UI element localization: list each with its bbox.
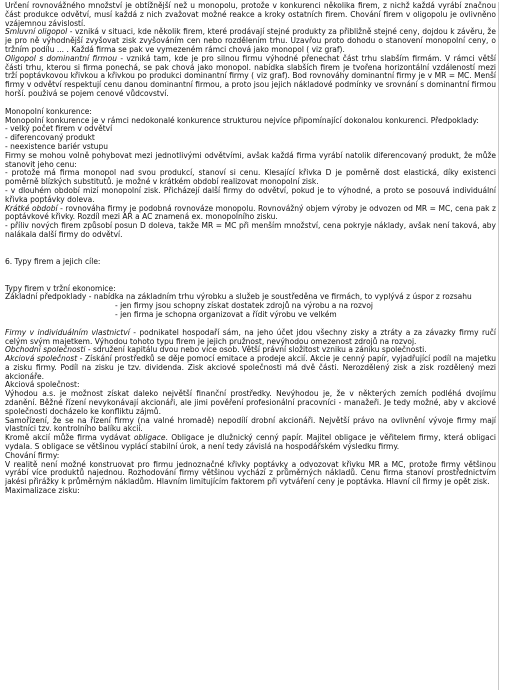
- paragraph-joint-stock: [5, 355, 496, 381]
- paragraph-oligopoly-intro: Určení rovnovážného množství je obtížnější než u monopolu, protože v konkurenci několika firem, z nichž každá vyrábí značnou část produkce odvětví, musí každá z nich zvažovat možné reakce a kroky ostatních firem. Chování firem v oligopolu je ovlivněno vzájemnou závislostí.: [5, 1, 496, 28]
- paragraph-cartel-oligopoly: [5, 28, 496, 54]
- spacer: [5, 240, 496, 258]
- paragraph-dominant-firm: [5, 55, 496, 99]
- text-dominant-firm: - vzniká tam, kde je pro silnou firmu výhodné přenechat část trhu slabším firmám. V rámci větší části trhu, kterou si firma ponechá, se pak chová jako monopol. nabídka slabších firem je tvořena horizontální vzdáleností mezi trží poptávkovou křivkou a křivkou po produkci dominantní firmy ( viz graf). Bod rovnováhy dominantní firmy je v MR = MC. Menší firmy v odvětví respektují cenu danou dominantní firmou, a proto jsou jejich nákladové podmínky ve srovnání s dominantní firmou horší. použivá se pojem cenové vůdcovství.: [5, 53, 497, 98]
- term-individual-firms: Firmy v individuálním vlastnictví: [5, 327, 130, 337]
- document-page: [3, 2, 499, 690]
- paragraph-bonds: [5, 434, 496, 452]
- list-item: - v dlouhém období mizí monopolní zisk. Přicházejí další firmy do odvětví, pokud je to výhodné, a proto se posouvá individuální křivka poptávky doleva.: [5, 185, 496, 204]
- term-kratke-obdobi: Krátké období: [5, 203, 58, 213]
- spacer: [5, 267, 496, 285]
- term-smluvni-oligopol: Smluvní oligopol: [5, 27, 68, 37]
- section-title: 6. Typy firem a jejich cíle:: [5, 256, 101, 266]
- list-item: - jen firmy jsou schopny získat dostatek zdrojů na výrobu a na rozvoj: [115, 301, 374, 311]
- paragraph-short-run: [5, 205, 496, 223]
- list-item: - jen firma je schopna organizovat a řídit výrobu ve velkém: [115, 309, 337, 319]
- text-smluvni-oligopol: - vzniká v situaci, kde několik firem, které prodávají stejné produkty za přibližně stejné ceny, dojdou k závěru, že je pro ně výhodnější zvyšovat zisk zvyšováním cen nebo rozdělením trhu. Uzavřou proto dohodu o stanovení monopolní ceny, o tržním podílu ... . Každá firma se pak ve vymezeném rámci chová jako monopol ( viz graf).: [5, 27, 496, 54]
- paragraph-firm-behavior: V realitě není možné konstruovat pro firmu jednoznačné křivky poptávky a odvozovat křivku MR a MC, protože firmy většinou vyrábí více produktů najednou. Rozhodování firmy většinou vychází z průměrných nákladů. Cenu firma stanoví prostřednictvím jakési přirážky k průměrným nákladům. Hlavním limitujícím faktorem při vytváření ceny je poptávka. Hlavní cíl firmy je opět zisk.: [5, 459, 496, 487]
- list-item: - příliv nových firem způsobí posun D doleva, takže MR = MC při menším množství, cena pokryje náklady, avšak není taková, aby nalákala další firmy do odvětví.: [5, 221, 496, 239]
- heading-monopolistic-competition: Monopolní konkurence:: [5, 106, 92, 116]
- term-obchodni-spolecnosti: Obchodní společnosti: [5, 345, 86, 355]
- term-akciova-spolecnost: Akciová společnost: [5, 354, 78, 364]
- text-kratke-obdobi: - rovnováha firmy je podobná rovnováze monopolu. Rovnovážný objem výroby je odvozen od MR = MC, cena pak z poptávkové křivky. Rozdíl mezi AR a AC znamená ex. monopolního zisku.: [5, 203, 496, 222]
- heading-joint-stock: Akciová společnost:: [5, 380, 80, 390]
- paragraph-joint-stock-pros: Výhodou a.s. je možnost získat daleko největší finanční prostředky. Nevýhodou je, že v některých zemích podléhá dvojímu zdanění. Běžné řízení nevykonávají akcionáři, ale jimi pověření profesionální pracovníci - manažeři. Je tedy možné, aby v akciové společnosti docházelo ke konfliktu zájmů.: [5, 389, 496, 416]
- paragraph-mc-intro: Monopolní konkurence je v rámci nedokonalé konkurence strukturou nejvíce připomínající dokonalou konkurenci. Předpoklady:: [5, 115, 479, 125]
- paragraph-sole-proprietorship: [5, 329, 496, 347]
- text-bonds-a: Kromě akcií může firma vydávat: [5, 433, 134, 443]
- paragraph-mc-body: Firmy se mohou volně pohybovat mezi jednotlivými odvětvími, avšak každá firma vyrábí natolik diferencovaný produkt, že může stanovit jeho cenu:: [5, 150, 496, 169]
- term-obligace: obligace: [133, 433, 166, 443]
- text-bonds-b: . Obligace je dlužnický cenný papír. Majitel obligace je věřitelem firmy, která obligaci vydala. S obligace se většinou vyplácí stabilní úrok, a není tedy závislá na hospodářském výsledku firmy.: [5, 433, 496, 452]
- term-dominant-firm: Oligopol s dominantní firmou: [5, 53, 117, 63]
- list-item: - diferencovaný produkt: [5, 133, 95, 143]
- heading-firm-behavior: Chování firmy:: [5, 450, 60, 460]
- paragraph-self-management: Samořízení, že se na řízení firmy (na valné hromadě) nepodílí drobní akcionáři. Největší právo na ovlivnění vývoje firmy mají vlastníci tzv. kontrolního balíku akcií.: [5, 415, 496, 434]
- text-individual-firms: - podnikatel hospodaří sám, na jeho účet jdou všechny zisky a ztráty a za závazky firmy ručí celým svým majetkem. Výhodou tohoto typu firem je jejich pružnost, nevýhodou omezenost zdrojů na rozvoj.: [5, 327, 496, 346]
- subsection-title: Typy firem v tržní ekonomice:: [5, 283, 116, 293]
- text-obchodni-spolecnosti: - sdružení kapitálu dvou nebo více osob. Větší právní složitost vzniku a zániku společnosti.: [85, 345, 427, 355]
- text-akciova-spolecnost: - Získání prostředků se děje pomocí emitace a prodeje akcií. Akcie je cenný papír, vyjadřující podíl na majetku a zisku firmy. Podíl na zisku je tzv. dividenda. Zisk akciové společnosti má dvě části. Nerozdělený zisk a zisk rozdělený mezi akcionáře.: [5, 354, 496, 381]
- paragraph-assumptions: Základní předpoklady - nabídka na základním trhu výrobku a služeb je soustředěna ve firmách, to vyplývá z úspor z rozsahu: [5, 292, 472, 302]
- list-item: - neexistence bariér vstupu: [5, 141, 108, 151]
- heading-profit-maximization: Maximalizace zisku:: [5, 486, 80, 496]
- list-item: - velký počet firem v odvětví: [5, 124, 113, 134]
- list-item: - protože má firma monopol nad svou produkcí, stanoví si cenu. Klesající křivka D je poměrně dost elastická, díky existenci poměrně blízkých substitutů. je možné v krátkém období realizovat monopolní zisk.: [5, 168, 496, 187]
